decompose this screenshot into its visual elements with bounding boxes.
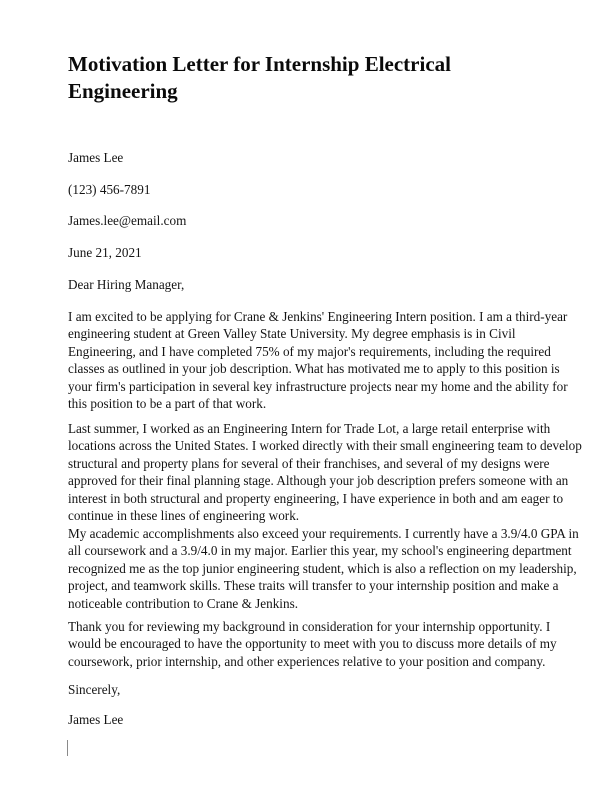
paragraph-line: Last summer, I worked as an Engineering Intern for Trade Lot, a large retail enterprise with [68, 421, 551, 436]
body-paragraph-3 [68, 525, 579, 612]
paragraph-line: all coursework and a 3.9/4.0 in my major. Earlier this year, my school's engineering department [68, 543, 572, 559]
paragraph-line: interest in both structural and property engineering, I have experience in both and am eager to [68, 490, 564, 506]
letter-date: June 21, 2021 [68, 245, 142, 260]
document-title: Motivation Letter for Internship Electrical Engineering [68, 52, 451, 103]
body-paragraph-2 [68, 420, 582, 524]
paragraph-line: classes as outlined in your job description. What has motivated me to apply to this position is [68, 361, 560, 377]
paragraph-line: engineering student at Green Valley State University. My degree emphasis is in Civil [68, 326, 516, 342]
body-paragraph-1 [68, 308, 568, 412]
text-cursor [67, 740, 68, 756]
sender-name: James Lee [68, 150, 124, 165]
paragraph-line: Engineering, and I have completed 75% of my major's requirements, including the required [68, 343, 551, 359]
paragraph-line: locations across the United States. I worked directly with their small engineering team to develop [68, 438, 582, 454]
paragraph-line: your firm's participation in several key infrastructure projects near my home and the ability for [68, 378, 568, 394]
paragraph-line: recognized me as the top junior engineering student, which is also a reflection on my leadership, [68, 560, 577, 576]
closing: Sincerely, [68, 682, 121, 697]
sender-email: James.lee@email.com [68, 213, 187, 228]
paragraph-line: approved for their final planning stage. Although your job description prefers someone with an [68, 473, 569, 489]
paragraph-line: would be encouraged to have the opportunity to meet with you to discuss more details of my [68, 636, 557, 652]
paragraph-line: I am excited to be applying for Crane & Jenkins' Engineering Intern position. I am a third-year [68, 309, 568, 324]
paragraph-line: continue in these lines of engineering work. [68, 508, 300, 524]
paragraph-line: noticeable contribution to Crane & Jenkins. [68, 595, 298, 611]
paragraph-line: structural and property plans for several of their franchises, and several of my designs were [68, 455, 550, 471]
body-paragraph-4 [68, 618, 558, 670]
paragraph-line: project, and teamwork skills. These traits will transfer to your internship position and make a [68, 578, 559, 594]
paragraph-line: My academic accomplishments also exceed your requirements. I currently have a 3.9/4.0 GPA in [68, 526, 579, 541]
signature-name: James Lee [68, 712, 124, 727]
paragraph-line: coursework, prior internship, and other experiences relative to your position and company. [68, 653, 546, 669]
paragraph-line: Thank you for reviewing my background in consideration for your internship opportunity. I [68, 619, 551, 634]
sender-phone: (123) 456-7891 [68, 182, 151, 197]
salutation: Dear Hiring Manager, [68, 277, 185, 292]
paragraph-line: this position to be a part of that work. [68, 396, 267, 412]
